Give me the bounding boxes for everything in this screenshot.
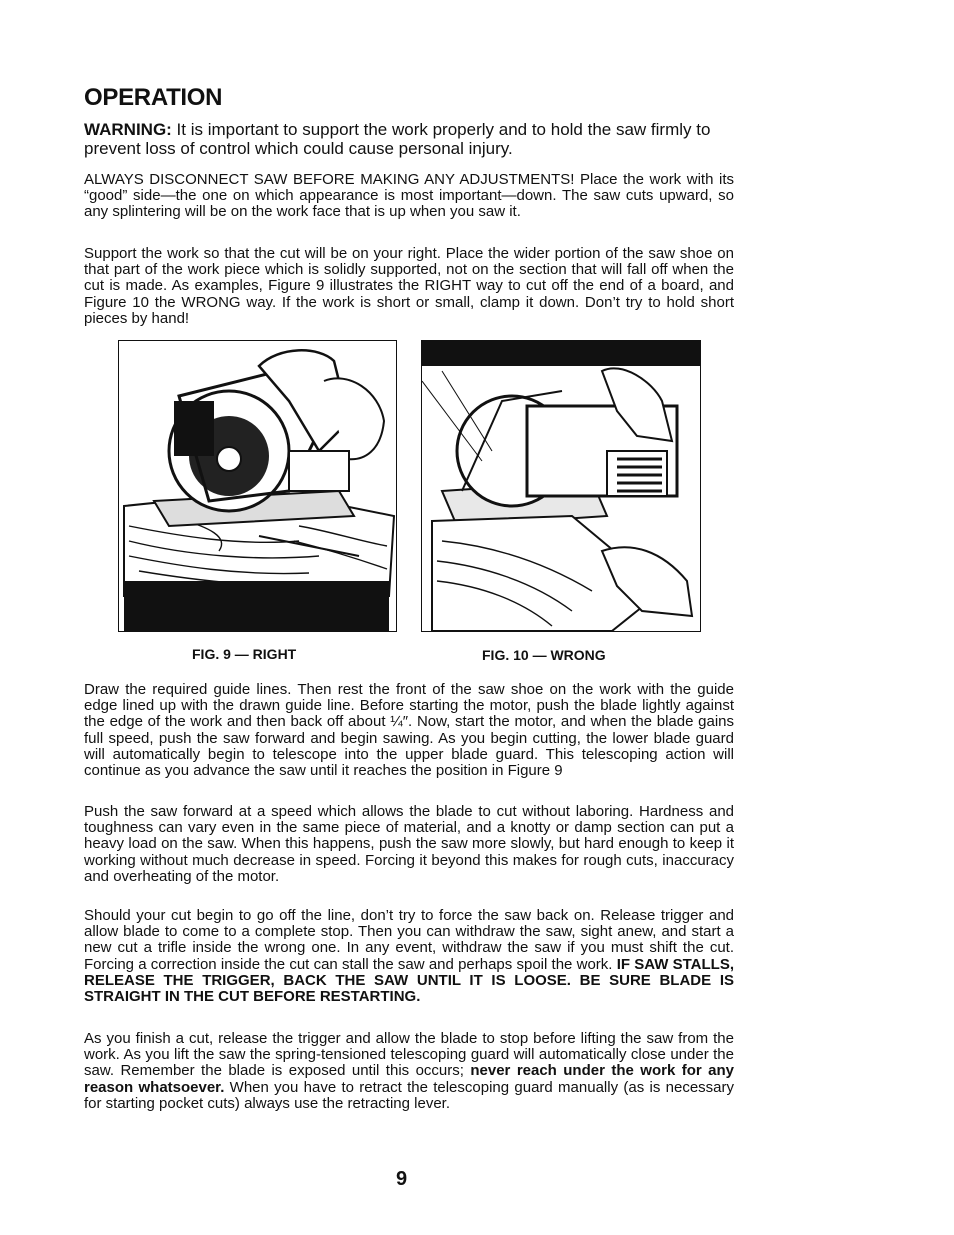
warning-text: It is important to support the work properly and to hold the saw firmly to prevent loss of control which could cause personal injury. (84, 120, 711, 158)
paragraph-finish-cut (84, 1031, 734, 1112)
paragraph-disconnect: ALWAYS DISCONNECT SAW BEFORE MAKING ANY ADJUSTMENTS! Place the work with its “good” side—the one on which appearance is most important—down. The saw cuts upward, so any splintering will be on the work face that is up when you saw it. (84, 171, 734, 221)
warning-paragraph (84, 120, 744, 158)
figure-9-illustration (118, 340, 397, 632)
warning-label: WARNING: (84, 120, 172, 139)
finish-cut-text-a: As you finish a cut, release the trigger and allow the blade to stop before lifting the saw from the work. As you lift the saw the spring-tensioned telescoping guard will automatically close under the saw. Remember the blade is exposed until this occurs; (84, 1030, 734, 1080)
off-line-text: Should your cut begin to go off the line, don’t try to force the saw back on. Release trigger and allow blade to come to a complete stop. Then you can withdraw the saw, sight anew, and start a new cut a trifle inside the wrong one. In any event, withdraw the saw if you must shift the cut. Forcing a correction inside the cut can stall the saw and perhaps spoil the work. (84, 907, 734, 973)
stall-warning: IF SAW STALLS, RELEASE THE TRIGGER, BACK THE SAW UNTIL IT IS LOOSE. BE SURE BLADE IS STRAIGHT IN THE CUT BEFORE RESTARTING. (84, 955, 735, 1006)
saw-right-illustration (119, 341, 396, 631)
paragraph-support-work: Support the work so that the cut will be on your right. Place the wider portion of the saw shoe on that part of the work piece which is solidly supported, not on the section that will fall off when the cut is made. As examples, Figure 9 illustrates the RIGHT way to cut off the end of a board, and Figure 10 the WRONG way. If the work is short or small, clamp it down. Don’t try to hold short pieces by hand! (84, 245, 734, 327)
finish-cut-text-b: When you have to retract the telescoping guard manually (as is necessary for starting pocket cuts) always use the retracting lever. (84, 1078, 735, 1112)
paragraph-push-saw: Push the saw forward at a speed which allows the blade to cut without laboring. Hardness and toughness can vary even in the same piece of material, and a knotty or damp section can put a heavy load on the saw. When this happens, push the saw more slowly, but hard enough to keep it working without much decrease in speed. Forcing it beyond this makes for rough cuts, inaccuracy and overheating of the motor. (84, 803, 734, 885)
figure-10-illustration (421, 340, 701, 632)
figure-9-caption: FIG. 9 — RIGHT (192, 646, 297, 662)
saw-wrong-illustration (422, 341, 700, 631)
paragraph-off-line (84, 908, 734, 1005)
page-number: 9 (396, 1168, 408, 1190)
figure-10-caption: FIG. 10 — WRONG (482, 647, 606, 663)
never-reach-warning: never reach under the work for any reason whatsoever. (84, 1062, 735, 1096)
section-title: OPERATION (84, 84, 223, 111)
paragraph-guide-lines: Draw the required guide lines. Then rest the front of the saw shoe on the work with the guide edge lined up with the drawn guide line. Before starting the motor, push the blade lightly against the edge of the work and then back off about ¼″. Now, start the motor, and when the blade gains full speed, push the saw forward and begin sawing. As you begin cutting, the lower blade guard will automatically begin to telescope into the upper blade guard. This telescoping action will continue as you advance the saw until it reaches the position in Figure 9 (84, 681, 734, 780)
